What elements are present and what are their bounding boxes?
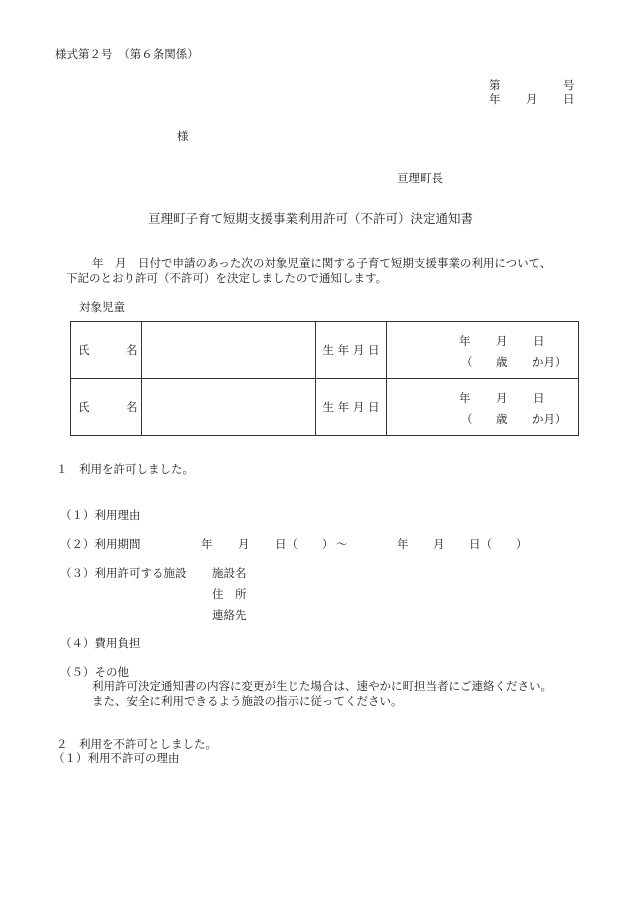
- intro-line-2: 下記のとおり許可（不許可）を決定しましたので通知します。: [66, 271, 388, 285]
- children-label: 対象児童: [79, 300, 125, 314]
- birth-year: 年: [459, 391, 471, 405]
- other-note-line-2: また、安全に利用できるよう施設の指示に従ってください。: [92, 694, 403, 708]
- date-day: 日: [563, 92, 575, 106]
- age-months: か月）: [532, 355, 567, 369]
- birth-date-field[interactable]: [387, 322, 579, 379]
- age-months: か月）: [532, 412, 567, 426]
- birth-month: 月: [496, 334, 508, 348]
- document-title: 亘理町子育て短期支援事業利用許可（不許可）決定通知書: [148, 211, 474, 226]
- birth-date-field[interactable]: [387, 379, 579, 436]
- section1-item2-label: （２）利用期間: [60, 537, 141, 551]
- period-start-month: 月: [238, 537, 250, 551]
- birth-month: 月: [496, 391, 508, 405]
- birth-day: 日: [533, 391, 545, 405]
- other-note-line-1: 利用許可決定通知書の内容に変更が生じた場合は、速やかに町担当者にご連絡ください。: [92, 679, 552, 693]
- name-label-cell: [71, 379, 142, 436]
- doc-number-suffix: 号: [563, 78, 575, 92]
- period-end-year: 年: [397, 537, 409, 551]
- section1-heading: １ 利用を許可しました。: [56, 462, 194, 476]
- age-open: （: [461, 355, 473, 369]
- name-label-b: 名: [126, 400, 138, 414]
- children-table: [70, 321, 579, 436]
- recipient-suffix: 様: [177, 129, 189, 143]
- date-year: 年: [489, 92, 501, 106]
- period-start-close: ）: [322, 537, 334, 551]
- table-row: [71, 379, 579, 436]
- name-label-a: 氏: [78, 343, 90, 357]
- name-label-a: 氏: [78, 400, 90, 414]
- section1-item4: （４）費用負担: [60, 636, 141, 650]
- table-row: [71, 322, 579, 379]
- birth-label: 生 年 月 日: [316, 379, 387, 436]
- name-label-cell: [71, 322, 142, 379]
- period-end-month: 月: [433, 537, 445, 551]
- issuer: 亘理町長: [397, 171, 443, 185]
- date-month: 月: [526, 92, 538, 106]
- period-tilde: ～: [336, 537, 348, 551]
- form-number: 様式第２号 （第６条関係）: [55, 47, 199, 61]
- section1-item5-label: （５）その他: [60, 665, 129, 679]
- period-end-close: ）: [516, 537, 528, 551]
- period-start-day: 日（: [275, 537, 298, 551]
- child-name-field[interactable]: [142, 379, 316, 436]
- period-end-day: 日（: [469, 537, 492, 551]
- section2-item1: （１）利用不許可の理由: [53, 751, 180, 765]
- section1-item1: （１）利用理由: [60, 508, 141, 522]
- age-open: （: [461, 412, 473, 426]
- section1-item3-label: （３）利用許可する施設: [60, 566, 187, 580]
- birth-label: 生 年 月 日: [316, 322, 387, 379]
- child-name-field[interactable]: [142, 322, 316, 379]
- facility-contact-label: 連絡先: [212, 608, 247, 622]
- facility-name-label: 施設名: [212, 566, 247, 580]
- intro-line-1: 年 月 日付で申請のあった次の対象児童に関する子育て短期支援事業の利用について、: [92, 256, 552, 270]
- section2-heading: ２ 利用を不許可としました。: [56, 737, 217, 751]
- birth-day: 日: [533, 334, 545, 348]
- period-start-year: 年: [201, 537, 213, 551]
- doc-number-prefix: 第: [489, 78, 501, 92]
- facility-address-label: 住 所: [212, 587, 247, 601]
- age-sai: 歳: [496, 355, 508, 369]
- age-sai: 歳: [496, 412, 508, 426]
- name-label-b: 名: [126, 343, 138, 357]
- birth-year: 年: [459, 334, 471, 348]
